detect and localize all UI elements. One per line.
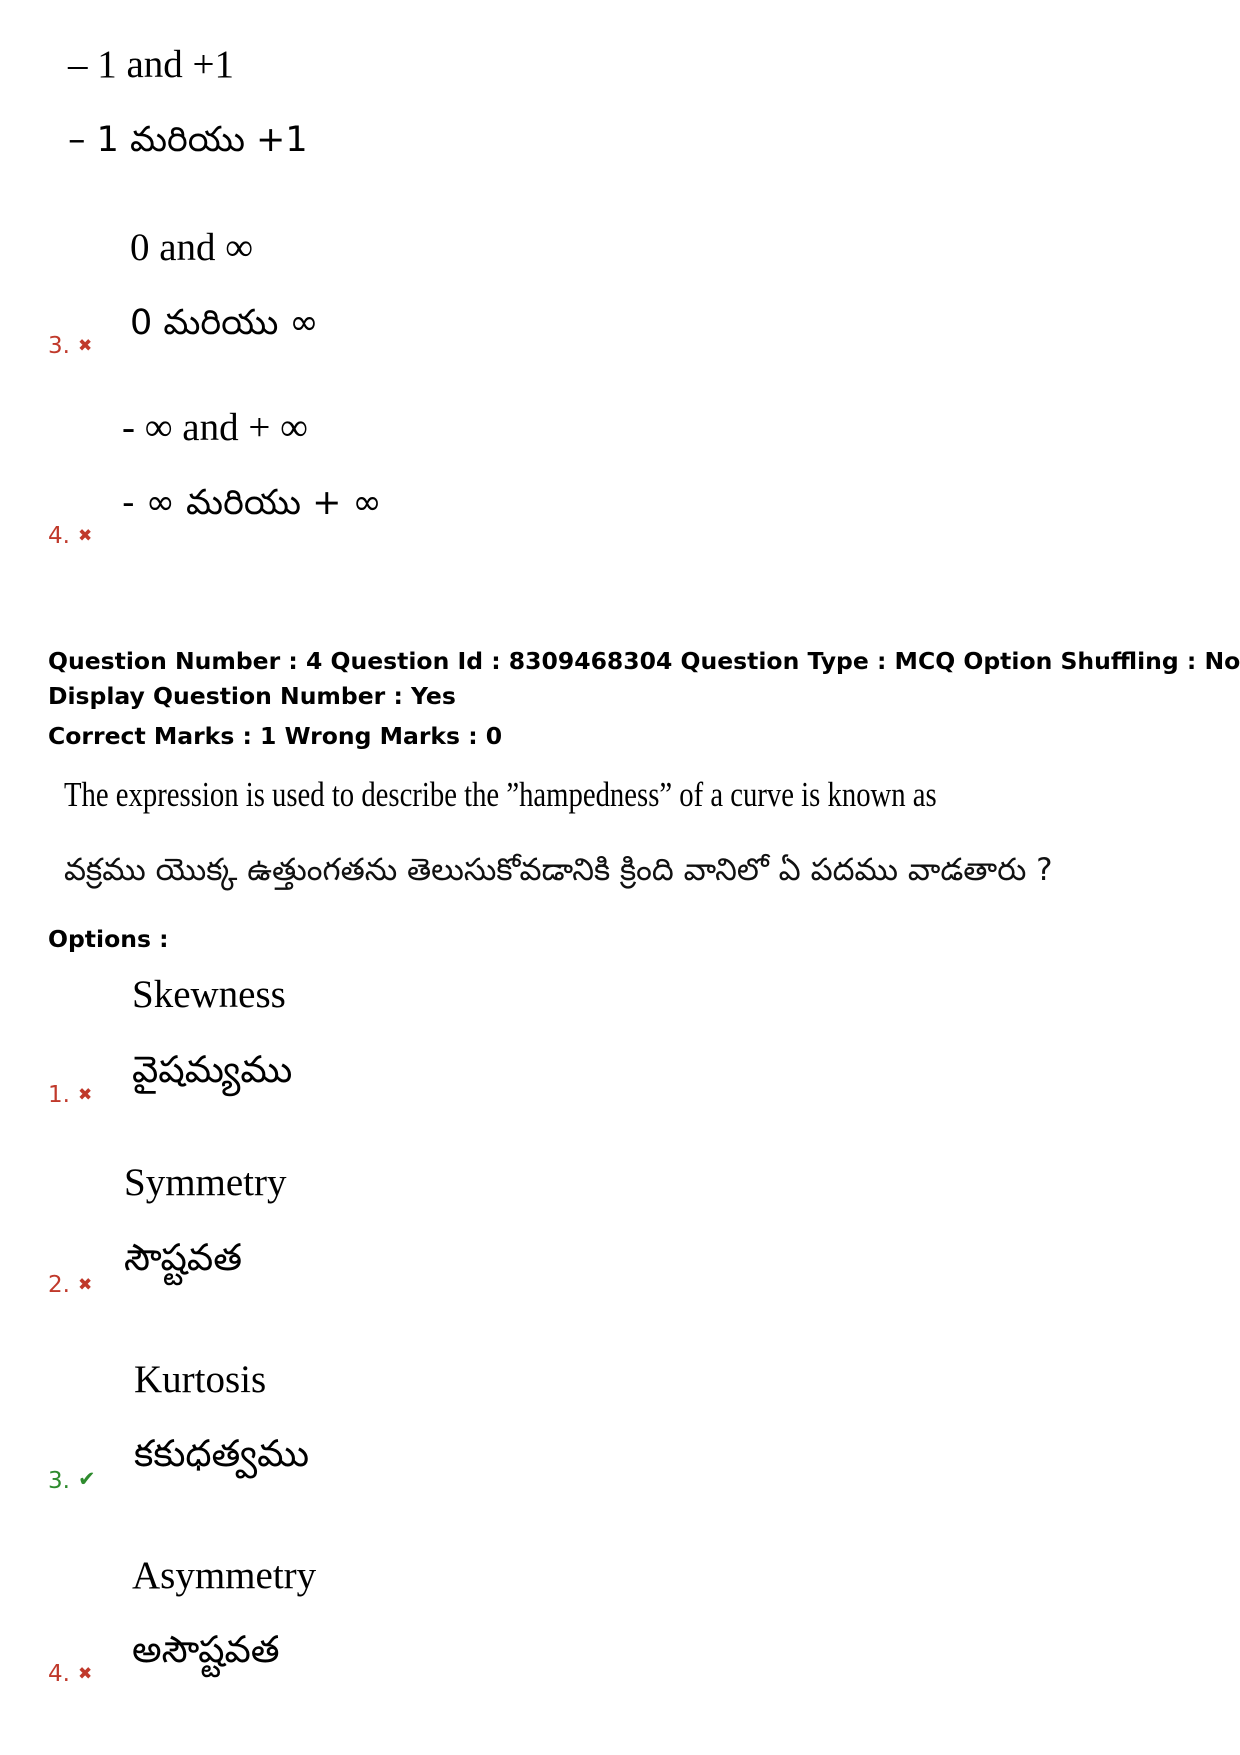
wrong-mark-icon: ✖ [77, 1664, 93, 1684]
check-mark-icon: ✔ [77, 1467, 96, 1491]
option-2-number [48, 1272, 92, 1298]
option-number: 2. [48, 1272, 70, 1298]
question-text-telugu: వక్రము యొక్క ఉత్తుంగతను తెలుసుకోవడానికి క్రింది వానిలో ఏ పదము వాడతారు ? [64, 852, 1053, 888]
option-number: 4. [48, 1661, 70, 1687]
option-number: 4. [48, 523, 70, 549]
prev-option-3-telugu: 0 మరియు ∞ [130, 303, 319, 343]
prev-option-3-number [48, 333, 92, 359]
option-number: 3. [48, 1468, 70, 1494]
option-2-telugu: సౌష్టవత [124, 1236, 242, 1279]
option-1-number [48, 1082, 92, 1108]
prev-option-2-telugu: – 1 మరియు +1 [68, 120, 308, 160]
prev-option-3-english: 0 and ∞ [130, 226, 254, 269]
option-3-english: Kurtosis [134, 1358, 267, 1401]
option-number: 1. [48, 1082, 70, 1108]
option-3-number [48, 1467, 96, 1494]
question-meta-line-1: Question Number : 4 Question Id : 8309468304 Question Type : MCQ Option Shuffling : No [48, 647, 1240, 675]
question-text-english: The expression is used to describe the ”hampedness” of a curve is known as [64, 775, 937, 814]
option-4-english: Asymmetry [132, 1554, 317, 1597]
option-1-telugu: వైషమ్యము [132, 1048, 293, 1091]
prev-option-2-english: – 1 and +1 [68, 43, 235, 86]
prev-option-4-english: - ∞ and + ∞ [122, 406, 308, 449]
option-2-english: Symmetry [124, 1161, 287, 1204]
question-meta-line-2: Display Question Number : Yes [48, 682, 456, 710]
wrong-mark-icon: ✖ [77, 1275, 93, 1295]
prev-option-4-number [48, 523, 92, 549]
option-3-telugu: కకుధత్వము [134, 1432, 310, 1475]
option-4-telugu: అసౌష్టవత [132, 1628, 280, 1671]
wrong-mark-icon: ✖ [77, 1085, 93, 1105]
wrong-mark-icon: ✖ [77, 526, 93, 546]
option-1-english: Skewness [132, 973, 286, 1016]
option-number: 3. [48, 333, 70, 359]
options-label: Options : [48, 925, 169, 953]
option-4-number [48, 1661, 92, 1687]
wrong-mark-icon: ✖ [77, 336, 93, 356]
question-meta-line-3: Correct Marks : 1 Wrong Marks : 0 [48, 722, 503, 750]
prev-option-4-telugu: - ∞ మరియు + ∞ [122, 483, 382, 523]
